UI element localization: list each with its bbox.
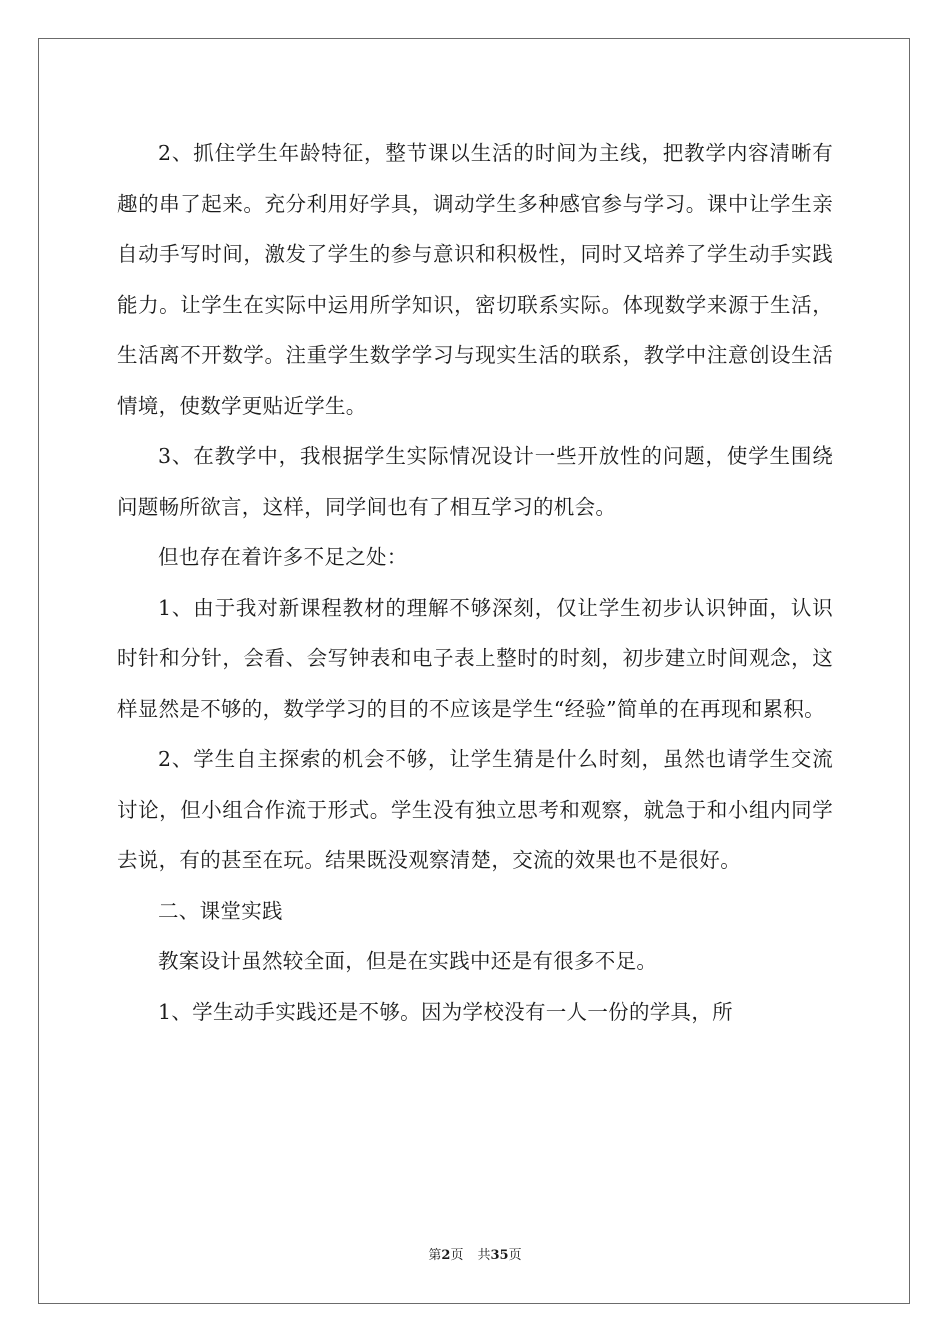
total-suffix: 页 — [508, 1248, 522, 1263]
section-heading: 二、课堂实践 — [158, 898, 283, 923]
document-body — [117, 128, 833, 1037]
paragraph-4: 1、由于我对新课程教材的理解不够深刻，仅让学生初步认识钟面，认识时针和分针，会看、会写钟表和电子表上整时的时刻，初步建立时间观念，这样显然是不够的，数学学习的目的不应该是学生“经验”简单的在再现和累积。 — [117, 595, 833, 721]
page-prefix: 第 — [428, 1248, 442, 1263]
total-prefix: 共 — [477, 1248, 491, 1263]
page-number: 2 — [441, 1248, 451, 1263]
paragraph-7: 1、学生动手实践还是不够。因为学校没有一人一份的学具，所 — [158, 999, 733, 1024]
page-suffix: 页 — [450, 1248, 464, 1263]
paragraph-2: 3、在教学中，我根据学生实际情况设计一些开放性的问题，使学生围绕问题畅所欲言，这样，同学间也有了相互学习的机会。 — [117, 444, 833, 519]
paragraph-1: 2、抓住学生年龄特征，整节课以生活的时间为主线，把教学内容清晰有趣的串了起来。充分利用好学具，调动学生多种感官参与学习。课中让学生亲自动手写时间，激发了学生的参与意识和积极性，同时又培养了学生动手实践能力。让学生在实际中运用所学知识，密切联系实际。体现数学来源于生活，生活离不开数学。注重学生数学学习与现实生活的联系，教学中注意创设生活情境，使数学更贴近学生。 — [117, 141, 833, 418]
page-footer — [0, 1247, 950, 1265]
total-pages: 35 — [490, 1248, 509, 1263]
paragraph-5: 2、学生自主探索的机会不够，让学生猜是什么时刻，虽然也请学生交流讨论，但小组合作流于形式。学生没有独立思考和观察，就急于和小组内同学去说，有的甚至在玩。结果既没观察清楚，交流的效果也不是很好。 — [117, 747, 833, 872]
paragraph-6: 教案设计虽然较全面，但是在实践中还是有很多不足。 — [158, 949, 658, 973]
paragraph-3: 但也存在着许多不足之处： — [158, 545, 408, 569]
